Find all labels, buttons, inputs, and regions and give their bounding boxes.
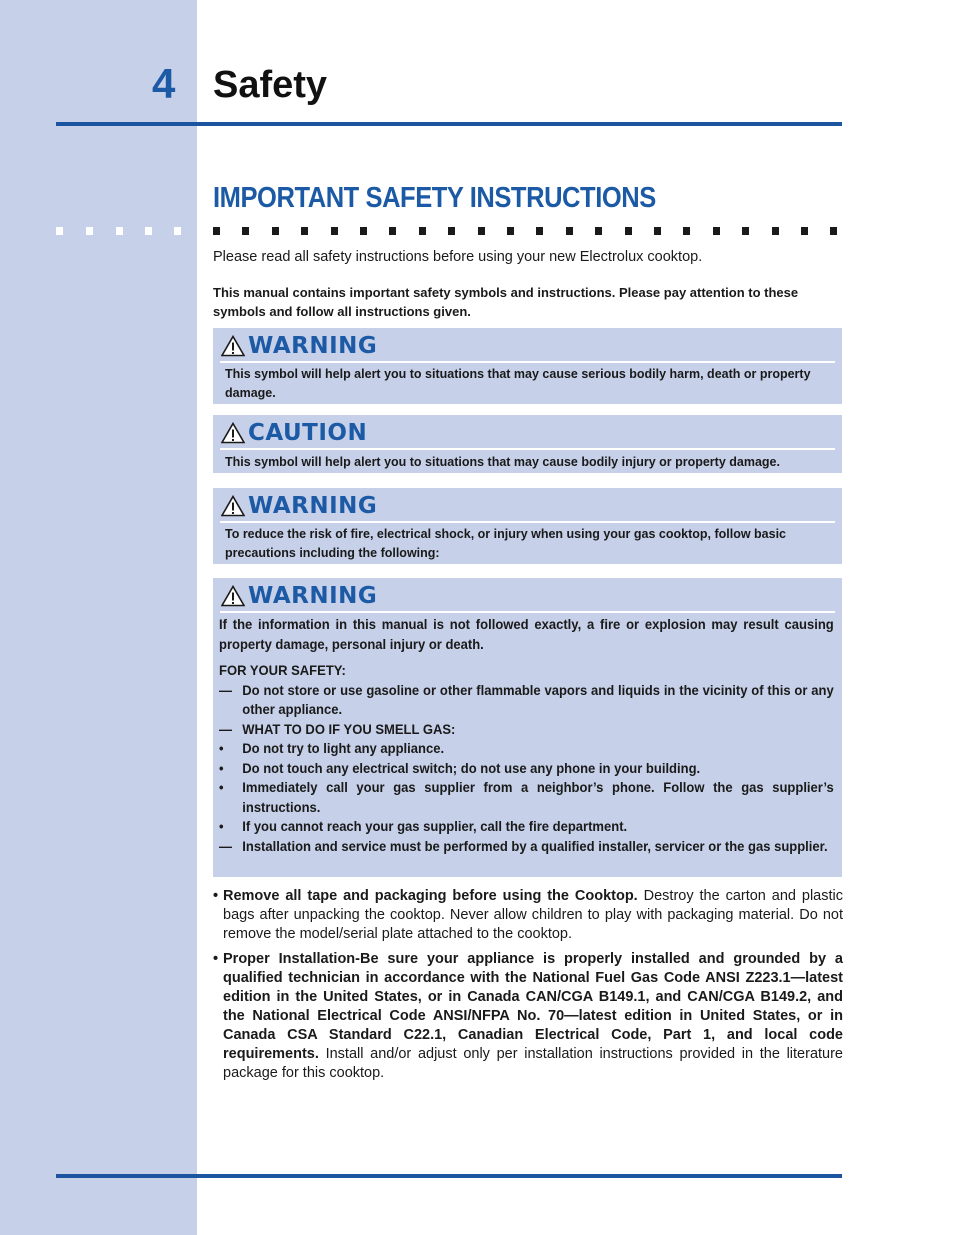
caution-heading: [221, 420, 367, 446]
divider-dot: [272, 227, 279, 235]
gas-warning-item: [219, 759, 834, 779]
gas-warning-callout: [213, 578, 842, 877]
list-marker: •: [219, 740, 224, 756]
intro-text: Please read all safety instructions before using your new Electrolux cooktop.: [213, 249, 703, 265]
callout-divider: [220, 611, 835, 613]
bullet-marker: •: [213, 951, 219, 967]
divider-dot: [389, 227, 396, 235]
warning-triangle-icon: [221, 422, 245, 444]
safety-bullet: [213, 887, 843, 944]
safety-bullet-text: [223, 950, 843, 1083]
divider-dot: [56, 227, 63, 235]
gas-warning-item: [219, 778, 834, 817]
chapter-number: 4: [152, 60, 176, 107]
safety-bullet-bold: Remove all tape and packaging before using the Cooktop.: [223, 888, 638, 904]
section-title: IMPORTANT SAFETY INSTRUCTIONS: [213, 182, 656, 214]
divider-dot: [116, 227, 123, 235]
safety-bullet-list: [213, 887, 843, 1089]
divider-dot: [86, 227, 93, 235]
warning-triangle-icon: [221, 335, 245, 357]
warning-callout-1: [213, 328, 842, 404]
gas-warning-item: [219, 720, 834, 740]
safety-bullet-rest: Install and/or adjust only per installation instructions provided in the literature package for this cooktop.: [223, 1046, 843, 1081]
divider-dot: [683, 227, 690, 235]
caution-text: This symbol will help alert you to situations that may cause bodily injury or property damage.: [225, 455, 780, 469]
divider-dot: [478, 227, 485, 235]
divider-dot: [507, 227, 514, 235]
divider-dot: [830, 227, 837, 235]
list-marker: —: [219, 681, 233, 698]
list-marker: —: [219, 720, 233, 737]
warning-triangle-icon: [221, 495, 245, 517]
sidebar-band: [0, 0, 197, 1235]
divider-dot: [301, 227, 308, 235]
gas-warning-lead: If the information in this manual is not followed exactly, a fire or explosion may result causing property damage, personal injury or death.: [219, 616, 834, 652]
divider-dot: [625, 227, 632, 235]
warning-heading: [221, 493, 377, 519]
chapter-title: Safety: [213, 64, 328, 106]
gas-warning-body: [219, 615, 834, 856]
safety-bullet-bold: Proper Installation-Be sure your appliance is properly installed and grounded by a qualified technician in accordance with the National Fuel Gas Code ANSI Z223.1—latest edition in the United States, or in Canada CAN/CGA B149.1, and CAN/CGA B149.2, and the National Electrical Code ANSI/NFPA No. 70—latest edition in United States, or in Canada CSA Standard C22.1, Canadian Electrical Code, Part 1, and local code requirements.: [223, 951, 843, 1062]
warning-heading: [221, 333, 377, 359]
divider-dot: [713, 227, 720, 235]
gas-warning-item-text: Do not touch any electrical switch; do not use any phone in your building.: [242, 759, 701, 776]
divider-dot: [419, 227, 426, 235]
warning-label: WARNING: [248, 583, 378, 609]
safety-bullet-rest: Destroy the carton and plastic bags after unpacking the cooktop. Never allow children to play with packaging material. Do not remove the model/serial plate attached to the cooktop.: [223, 888, 843, 942]
for-your-safety-heading: FOR YOUR SAFETY:: [219, 662, 346, 678]
caution-label: CAUTION: [248, 420, 368, 446]
divider-dot: [360, 227, 367, 235]
safety-bullet-text: [223, 887, 843, 944]
safety-bullet: [213, 950, 843, 1083]
gas-warning-item-text: Installation and service must be performed by a qualified installer, servicer or the gas supplier.: [242, 837, 828, 854]
warning-heading: [221, 583, 377, 609]
bullet-marker: •: [213, 888, 219, 904]
divider-dot: [595, 227, 602, 235]
divider-dot: [566, 227, 573, 235]
list-marker: —: [219, 837, 233, 854]
list-marker: •: [219, 759, 224, 776]
list-marker: •: [219, 818, 224, 834]
caution-callout: [213, 415, 842, 473]
top-rule: [56, 122, 842, 126]
warning-text: To reduce the risk of fire, electrical shock, or injury when using your gas cooktop, follow basic precautions including the following:: [225, 527, 787, 560]
warning-label: WARNING: [248, 333, 378, 359]
divider-dot: [801, 227, 808, 235]
gas-warning-item-text: Do not store or use gasoline or other flammable vapors and liquids in the vicinity of this or any other appliance.: [242, 681, 834, 717]
gas-warning-item: [219, 837, 834, 857]
divider-dot: [536, 227, 543, 235]
warning-callout-2: [213, 488, 842, 564]
divider-dot: [331, 227, 338, 235]
warning-label: WARNING: [248, 493, 378, 519]
callout-divider: [220, 361, 835, 363]
divider-dot: [242, 227, 249, 235]
divider-dot: [145, 227, 152, 235]
intro-bold-text: This manual contains important safety symbols and instructions. Please pay attention to these symbols and follow all instructions given.: [213, 285, 799, 319]
callout-divider: [220, 448, 835, 450]
gas-warning-item-text: WHAT TO DO IF YOU SMELL GAS:: [242, 720, 456, 737]
divider-dot: [654, 227, 661, 235]
gas-warning-list: [219, 681, 834, 857]
warning-text: This symbol will help alert you to situations that may cause serious bodily harm, death or property damage.: [225, 367, 811, 400]
gas-warning-item: [219, 739, 834, 759]
warning-triangle-icon: [221, 585, 245, 607]
list-marker: •: [219, 779, 224, 795]
callout-divider: [220, 521, 835, 523]
divider-dot: [213, 227, 220, 235]
gas-warning-item-text: Do not try to light any appliance.: [242, 740, 445, 756]
divider-dot: [448, 227, 455, 235]
bottom-rule: [56, 1174, 842, 1178]
divider-dot: [174, 227, 181, 235]
divider-dot: [772, 227, 779, 235]
gas-warning-item: [219, 681, 834, 720]
divider-dot: [742, 227, 749, 235]
gas-warning-item-text: If you cannot reach your gas supplier, call the fire department.: [242, 818, 628, 834]
gas-warning-item: [219, 817, 834, 837]
gas-warning-item-text: Immediately call your gas supplier from a neighbor’s phone. Follow the gas supplier’s instructions.: [242, 779, 834, 815]
